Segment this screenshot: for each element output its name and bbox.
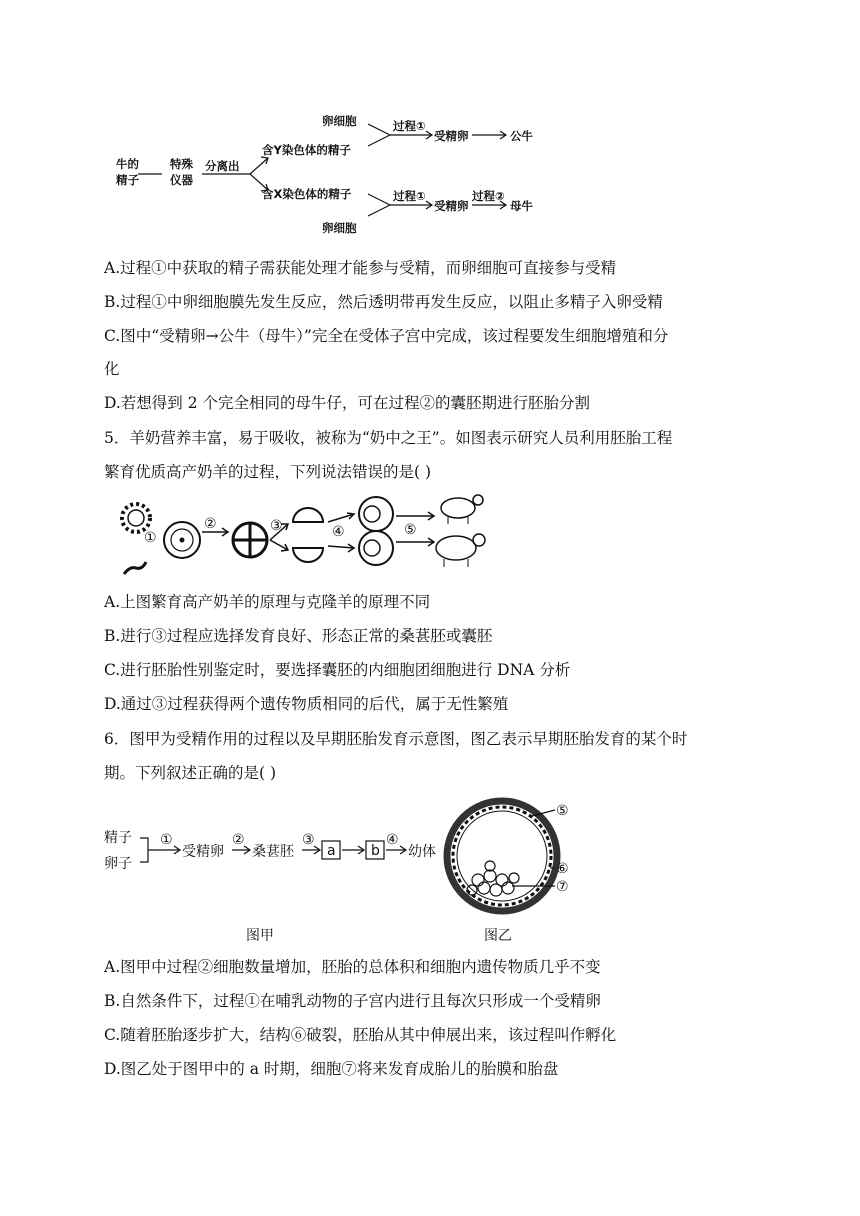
female-cattle-label: 母牛 [510,199,533,213]
structure-5-label: ⑤ [556,803,569,819]
process2-label: 过程② [472,189,505,203]
goat-embryo-engineering-figure [100,488,500,580]
device-label-1: 特殊 [170,157,193,171]
q5-option-b: B.进行③过程应选择发育良好、形态正常的桑葚胚或囊胚 [104,627,493,645]
process1-bottom-label: 过程① [393,189,426,203]
q4-option-a: A.过程①中获取的精子需获能处理才能参与受精，而卵细胞可直接参与受精 [104,259,617,277]
separate-label: 分离出 [205,159,240,173]
egg-label: 卵子 [104,856,132,872]
q5-stem-line1: 5．羊奶营养丰富，易于吸收，被称为“奶中之王”。如图表示研究人员利用胚胎工程 [104,429,673,447]
step-3-label: ③ [270,518,283,534]
process1-top-label: 过程① [393,119,426,133]
q4-option-c-line1: C.图中“受精卵→公牛（母牛）”完全在受体子宫中完成，该过程要发生细胞增殖和分 [104,327,669,345]
q5-stem-line2: 繁育优质高产奶羊的过程，下列说法错误的是( ) [104,463,432,481]
q6-option-d: D.图乙处于图甲中的 a 时期，细胞⑦将来发育成胎儿的胎膜和胎盘 [104,1060,559,1078]
q6-stem-line2: 期。下列叙述正确的是( ) [104,764,277,782]
step-4-label: ④ [332,524,345,540]
q6-option-a: A.图甲中过程②细胞数量增加，胚胎的总体积和细胞内遗传物质几乎不变 [104,958,601,976]
step-4-marker: ④ [386,832,399,848]
step-2-marker: ② [232,832,245,848]
stage-a-box: a [327,843,336,859]
sperm-label: 精子 [104,830,132,846]
young-label: 幼体 [408,844,436,860]
bull-sperm-label-1: 牛的 [116,157,139,171]
male-cattle-label: 公牛 [510,129,533,143]
step-5-label: ⑤ [404,522,417,538]
structure-6-label: ⑥ [556,861,569,877]
step-1-label: ① [144,530,157,546]
q5-option-d: D.通过③过程获得两个遗传物质相同的后代，属于无性繁殖 [104,695,509,713]
sperm-sorting-diagram [110,110,560,240]
y-sperm-label: 含Y染色体的精子 [262,143,351,157]
q5-option-a: A.上图繁育高产奶羊的原理与克隆羊的原理不同 [104,593,431,611]
q4-option-d: D.若想得到 2 个完全相同的母牛仔，可在过程②的囊胚期进行胚胎分割 [104,394,591,412]
q6-stem-line1: 6．图甲为受精作用的过程以及早期胚胎发育示意图，图乙表示早期胚胎发育的某个时 [104,730,688,748]
step-1-marker: ① [160,832,173,848]
egg-label-top: 卵细胞 [322,114,357,128]
egg-label-bottom: 卵细胞 [322,221,357,235]
step-3-marker: ③ [302,832,315,848]
bull-sperm-label-2: 精子 [116,173,139,187]
embryo-development-figure [100,796,590,946]
x-sperm-label: 含X染色体的精子 [262,187,352,201]
q6-option-c: C.随着胚胎逐步扩大，结构⑥破裂，胚胎从其中伸展出来，该过程叫作孵化 [104,1026,617,1044]
structure-7-label: ⑦ [556,879,569,895]
caption-fig-jia: 图甲 [246,928,274,944]
q5-option-c: C.进行胚胎性别鉴定时，要选择囊胚的内细胞团细胞进行 DNA 分析 [104,661,571,679]
q6-option-b: B.自然条件下，过程①在哺乳动物的子宫内进行且每次只形成一个受精卵 [104,992,601,1010]
zygote-label: 受精卵 [182,844,224,860]
fertilized-egg-bottom-label: 受精卵 [434,199,469,213]
q4-option-b: B.过程①中卵细胞膜先发生反应，然后透明带再发生反应，以阻止多精子入卵受精 [104,293,663,311]
q4-option-c-line2: 化 [104,360,120,378]
caption-fig-yi: 图乙 [484,928,512,944]
fertilized-egg-top-label: 受精卵 [434,129,469,143]
morula-label: 桑葚胚 [252,844,294,860]
step-2-label: ② [204,516,217,532]
stage-b-box: b [371,843,380,859]
device-label-2: 仪器 [170,173,193,187]
